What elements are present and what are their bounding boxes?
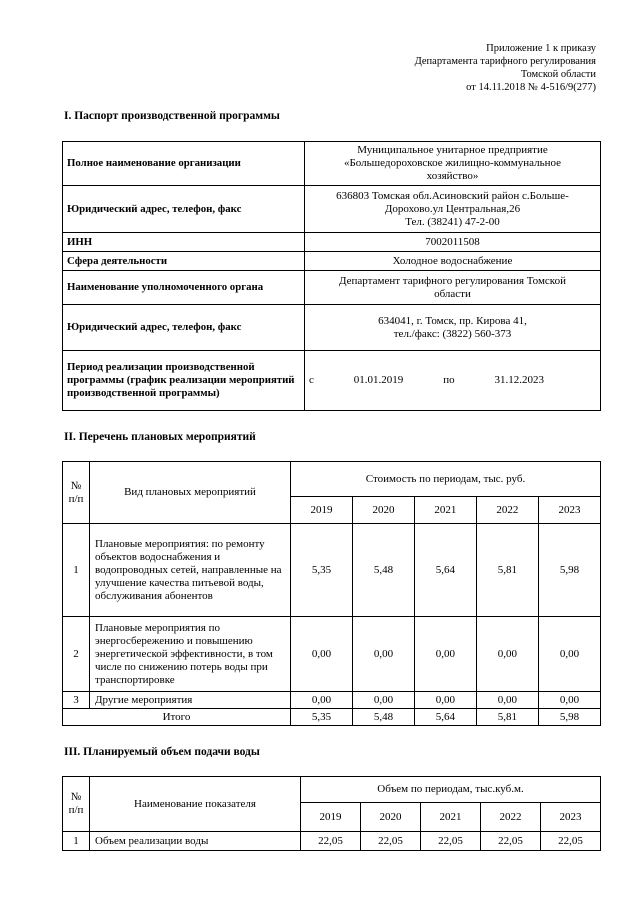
total-value: 5,48 (352, 709, 414, 726)
row-value: 22,05 (481, 832, 541, 851)
year-header: 2019 (291, 497, 353, 524)
period-to-date: 31.12.2023 (494, 374, 544, 386)
order-reference (415, 42, 596, 94)
row-value: 0,00 (352, 692, 414, 709)
order-line-3: Томской области (520, 69, 596, 80)
col-type-header: Вид плановых мероприятий (90, 462, 291, 524)
row-value: 0,00 (538, 692, 600, 709)
row-value: 5,98 (538, 524, 600, 617)
row-value: 22,05 (361, 832, 421, 851)
year-header: 2021 (421, 803, 481, 832)
row-value: 0,00 (352, 617, 414, 692)
value-line: 636803 Томская обл.Асиновский район с.Больше- (336, 189, 569, 202)
year-header: 2021 (414, 497, 476, 524)
row-desc: Другие мероприятия (90, 692, 291, 709)
value-line: 7002011508 (425, 235, 480, 248)
col-name-header: Наименование показателя (90, 777, 301, 832)
passport-value (305, 271, 601, 305)
year-header: 2022 (476, 497, 538, 524)
passport-label: Юридический адрес, телефон, факс (63, 305, 305, 351)
passport-row (63, 233, 601, 252)
year-header: 2019 (301, 803, 361, 832)
water-volume-table (62, 776, 601, 851)
col-vol-header: Объем по периодам, тыс.куб.м. (301, 777, 601, 803)
value-line: 634041, г. Томск, пр. Кирова 41, (378, 314, 527, 327)
header-row (63, 462, 601, 497)
passport-row (63, 351, 601, 411)
total-value: 5,81 (476, 709, 538, 726)
header-row (63, 777, 601, 803)
row-value: 22,05 (421, 832, 481, 851)
col-num-header: № п/п (63, 777, 90, 832)
row-value: 22,05 (541, 832, 601, 851)
passport-row (63, 305, 601, 351)
order-line-1: Приложение 1 к приказу (486, 43, 596, 54)
col-cost-header: Стоимость по периодам, тыс. руб. (291, 462, 601, 497)
total-value: 5,98 (538, 709, 600, 726)
row-value: 22,05 (301, 832, 361, 851)
value-line: Дорохово.ул Центральная,26 (384, 202, 521, 215)
passport-row (63, 142, 601, 186)
value-line: Департамент тарифного регулирования Томской (339, 274, 566, 287)
total-value: 5,35 (291, 709, 353, 726)
passport-row (63, 186, 601, 233)
table-row (63, 692, 601, 709)
row-num: 2 (63, 617, 90, 692)
row-value: 0,00 (538, 617, 600, 692)
value-line: Муниципальное унитарное предприятие (357, 144, 548, 156)
period-to-word: по (443, 374, 455, 386)
row-value: 5,35 (291, 524, 353, 617)
value-line: «Большедороховское жилищно-коммунальное (343, 157, 561, 169)
section2-title: II. Перечень плановых мероприятий (64, 431, 256, 443)
table-row (63, 524, 601, 617)
passport-label: Наименование уполномоченного органа (63, 271, 305, 305)
table-row (63, 617, 601, 692)
row-value: 0,00 (476, 617, 538, 692)
passport-value (305, 305, 601, 351)
row-value: 0,00 (476, 692, 538, 709)
row-num: 1 (63, 524, 90, 617)
row-num: 3 (63, 692, 90, 709)
passport-value (305, 142, 601, 186)
order-line-2: Департамента тарифного регулирования (414, 56, 596, 67)
section1-title: I. Паспорт производственной программы (64, 110, 280, 122)
total-value: 5,64 (414, 709, 476, 726)
passport-label: ИНН (63, 233, 305, 252)
year-header: 2020 (352, 497, 414, 524)
row-value: 0,00 (291, 617, 353, 692)
total-label: Итого (63, 709, 291, 726)
value-line: области (434, 287, 471, 300)
passport-table (62, 141, 601, 411)
period-label: Период реализации производственной программы (график реализации мероприятий производственной программы) (63, 351, 305, 411)
row-value: 0,00 (414, 617, 476, 692)
year-header: 2020 (361, 803, 421, 832)
value-line: Холодное водоснабжение (392, 254, 513, 267)
period-from-date: 01.01.2019 (353, 374, 404, 386)
measures-table (62, 461, 601, 726)
year-header: 2022 (481, 803, 541, 832)
row-desc: Объем реализации воды (90, 832, 301, 851)
section3-title: III. Планируемый объем подачи воды (64, 746, 260, 758)
passport-value (305, 186, 601, 233)
row-desc: Плановые мероприятия по энергосбережению и повышению энергетической эффективности, в том числе по снижению потерь воды при транспортировке (90, 617, 291, 692)
row-desc: Плановые мероприятия: по ремонту объектов водоснабжения и водопроводных сетей, направленные на улучшение качества питьевой воды, обслуживания абонентов (90, 524, 291, 617)
value-line: Тел. (38241) 47-2-00 (405, 215, 500, 228)
period-value (305, 351, 601, 411)
passport-label: Юридический адрес, телефон, факс (63, 186, 305, 233)
passport-label: Полное наименование организации (63, 142, 305, 186)
value-line: хозяйство» (426, 170, 479, 182)
row-value: 5,48 (352, 524, 414, 617)
period-from-word: с (309, 374, 314, 386)
table-row (63, 832, 601, 851)
passport-value (305, 252, 601, 271)
row-value: 0,00 (291, 692, 353, 709)
year-header: 2023 (538, 497, 600, 524)
order-line-4: от 14.11.2018 № 4-516/9(277) (466, 82, 596, 93)
row-num: 1 (63, 832, 90, 851)
passport-row (63, 252, 601, 271)
total-row (63, 709, 601, 726)
year-header: 2023 (541, 803, 601, 832)
row-value: 5,81 (476, 524, 538, 617)
period-range (309, 374, 596, 387)
passport-value (305, 233, 601, 252)
passport-row (63, 271, 601, 305)
row-value: 5,64 (414, 524, 476, 617)
value-line: тел./факс: (3822) 560-373 (393, 327, 512, 340)
col-num-header: № п/п (63, 462, 90, 524)
row-value: 0,00 (414, 692, 476, 709)
passport-label: Сфера деятельности (63, 252, 305, 271)
